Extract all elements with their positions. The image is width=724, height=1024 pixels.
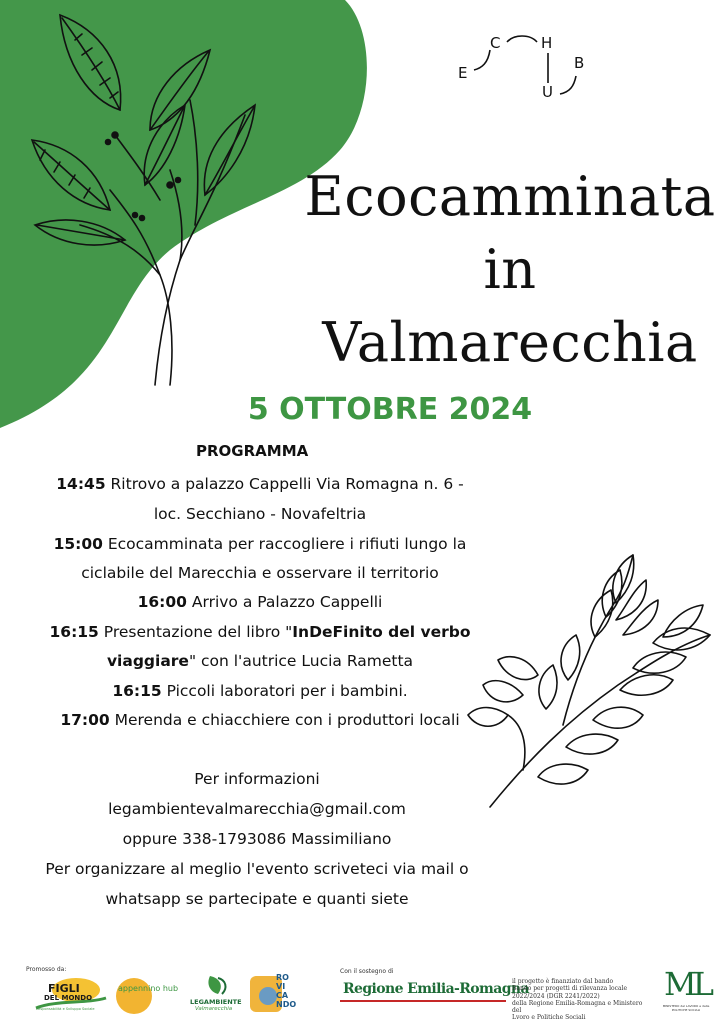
regione-logo: [340, 978, 529, 1000]
contact-phone: oppure 338-1793086 Massimiliano: [122, 830, 392, 848]
legambiente-label: LEGAMBIENTE: [190, 998, 242, 1006]
echub-logo: [452, 28, 602, 108]
program-time: 15:00: [53, 535, 103, 553]
hub-letter-e: E: [458, 64, 468, 82]
rovicando-3: CA: [276, 991, 289, 1000]
title-line-1: Ecocamminata: [304, 165, 716, 228]
book-title-part-1: InDeFinito del verbo: [292, 623, 471, 641]
funding-line: della Regione Emilia-Romagna e Ministero del: [512, 999, 643, 1015]
title-line-2: in: [483, 238, 537, 301]
promoted-by-label: Promosso da:: [26, 966, 67, 973]
figli-del-mondo-logo: [26, 974, 110, 1014]
program-text: Presentazione del libro ": [98, 623, 293, 641]
ministry-label: MINISTERO del LAVORO e delle POLITICHE SOCIALI: [662, 1004, 710, 1012]
program-text: loc. Secchiano - Novafeltria: [153, 505, 367, 523]
program-text: ciclabile del Marecchia e osservare il territorio: [81, 564, 439, 582]
hub-letter-u: U: [542, 83, 553, 101]
info-text-1: Per organizzare al meglio l'evento scriveteci via mail o: [45, 860, 469, 878]
figli-title-1: FIGLI: [48, 982, 80, 995]
funding-line: Bando per progetti di rilevanza locale: [512, 985, 628, 993]
funding-note: [512, 978, 652, 1022]
regione-label: Regione Emilia-Romagna: [343, 981, 529, 997]
rovicando-1: RO: [276, 973, 289, 982]
program-time: 17:00: [60, 711, 110, 729]
program-item: [0, 534, 520, 554]
appennino-logo-shape: [112, 972, 184, 1016]
program-item: [0, 681, 520, 701]
program-item: [0, 592, 520, 612]
support-label: Con il sostegno di: [340, 968, 394, 975]
program-time: 16:15: [112, 682, 162, 700]
hub-letter-c: C: [490, 34, 501, 52]
rovicando-4: NDO: [276, 1000, 297, 1009]
program-text: Ecocamminata per raccogliere i rifiuti lungo la: [102, 535, 467, 553]
title-line-3: Valmarecchia: [322, 311, 698, 374]
program-text: Ritrovo a palazzo Cappelli Via Romagna n. 6 -: [105, 475, 464, 493]
regione-underline: [340, 1000, 506, 1002]
info-heading: Per informazioni: [194, 770, 320, 788]
program-time: 16:15: [49, 623, 99, 641]
rovicando-2: VI: [276, 982, 286, 991]
figli-tagline: Responsabilità e Sviluppo Sociale: [36, 1007, 95, 1011]
info-text-2: whatsapp se partecipate e quanti siete: [105, 890, 409, 908]
legambiente-leaf-icon: [190, 972, 242, 998]
appennino-label: appennino hub: [118, 984, 179, 993]
program-item: [0, 474, 520, 494]
appennino-hub-logo: [112, 972, 184, 1016]
hub-letter-b: B: [574, 54, 585, 72]
funding-line: 2022/2024 (DGR 2241/2022): [512, 992, 600, 1000]
legambiente-sublabel: Valmarecchia: [195, 1006, 233, 1012]
program-item: [0, 622, 520, 642]
program-text: Piccoli laboratori per i bambini.: [161, 682, 408, 700]
funding-line: il progetto è finanziato dal bando: [512, 978, 614, 985]
contact-email[interactable]: legambientevalmarecchia@gmail.com: [108, 800, 406, 818]
program-item: [0, 563, 520, 583]
leaf-branch-illustration: [20, 10, 270, 390]
rovicando-logo: [250, 972, 306, 1016]
program-heading: PROGRAMMA: [196, 442, 309, 460]
program-time: 16:00: [137, 593, 187, 611]
program-text: Merenda e chiacchiere con i produttori locali: [109, 711, 460, 729]
ministry-logo: [658, 966, 714, 1016]
book-title-part-2: viaggiare: [106, 652, 189, 670]
legambiente-logo: [190, 972, 242, 1016]
program-text: Arrivo a Palazzo Cappelli: [186, 593, 383, 611]
figli-title-2: DEL MONDO: [44, 994, 93, 1002]
program-time: 14:45: [56, 475, 106, 493]
hub-letter-h: H: [541, 34, 553, 52]
ministry-mark: ML: [664, 965, 711, 1003]
program-item: [0, 504, 520, 524]
funding-line: Lvoro e Politiche Sociali: [512, 1014, 586, 1022]
program-item: [0, 710, 520, 730]
program-text: " con l'autrice Lucia Rametta: [188, 652, 414, 670]
event-title: [290, 160, 724, 379]
event-date: 5 OTTOBRE 2024: [247, 392, 533, 427]
program-item: [0, 651, 520, 671]
